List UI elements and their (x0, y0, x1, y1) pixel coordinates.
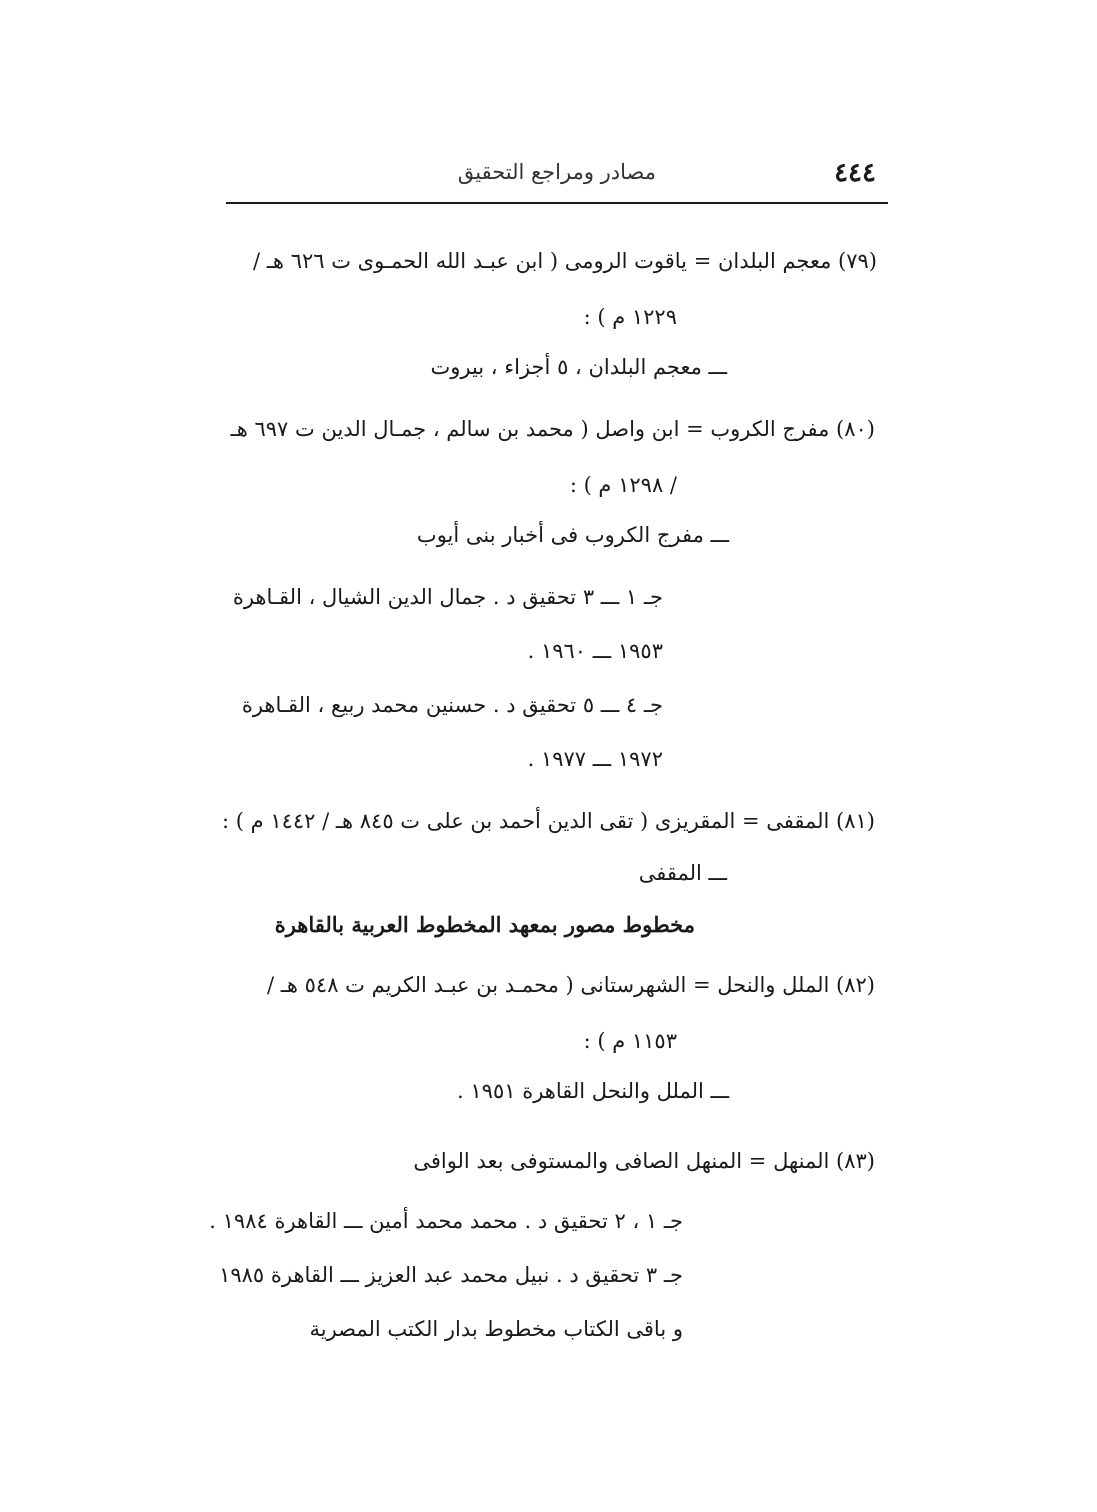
entry-80-vol-4-5: جـ ٤ ـــ ٥ تحقيق د . حسنين محمد ربيع ، القـاهرة (241, 693, 663, 717)
entry-80-source: ـــ مفرج الكروب فى أخبار بنى أيوب (416, 523, 729, 547)
entry-83-remainder: و باقى الكتاب مخطوط بدار الكتب المصرية (309, 1317, 683, 1341)
entry-81-line-1: (٨١) المقفى = المقريزى ( تقى الدين أحمد بن على ت ٨٤٥ هـ / ١٤٤٢ م ) : (222, 809, 875, 833)
entry-83-line-1: (٨٣) المنهل = المنهل الصافى والمستوفى بعد الوافى (413, 1149, 875, 1173)
running-title: مصادر ومراجع التحقيق (457, 160, 656, 184)
entry-80-line-2: / ١٢٩٨ م ) : (569, 473, 677, 497)
entry-81-source: ـــ المقفى (638, 861, 727, 885)
entry-83-vol-1-2: جـ ١ ، ٢ تحقيق د . محمد محمد أمين ـــ القاهرة ١٩٨٤ . (209, 1209, 683, 1233)
entry-81-manuscript: مخطوط مصور بمعهد المخطوط العربية بالقاهرة (274, 912, 695, 937)
entry-82-line-1: (٨٢) الملل والنحل = الشهرستانى ( محمـد بن عبـد الكريم ت ٥٤٨ هـ / (267, 973, 875, 997)
page-number: ٤٤٤ (834, 158, 876, 188)
entry-79-source: ـــ معجم البلدان ، ٥ أجزاء ، بيروت (430, 355, 727, 379)
header-rule (226, 202, 888, 204)
entry-80-vol-4-5-years: ١٩٧٢ ـــ ١٩٧٧ . (527, 747, 663, 771)
entry-80-vol-1-3-years: ١٩٥٣ ـــ ١٩٦٠ . (527, 639, 663, 663)
entry-80-line-1: (٨٠) مفرج الكروب = ابن واصل ( محمد بن سالم ، جمـال الدين ت ٦٩٧ هـ (230, 417, 875, 441)
entry-83-vol-3: جـ ٣ تحقيق د . نبيل محمد عبد العزيز ـــ القاهرة ١٩٨٥ (219, 1263, 683, 1287)
entry-80-vol-1-3: جـ ١ ـــ ٣ تحقيق د . جمال الدين الشيال ، القـاهرة (232, 585, 663, 609)
entry-82-source: ـــ الملل والنحل القاهرة ١٩٥١ . (457, 1079, 729, 1103)
entry-82-line-2: ١١٥٣ م ) : (583, 1029, 677, 1053)
page-header (226, 152, 888, 202)
entry-79-line-2: ١٢٢٩ م ) : (583, 305, 677, 329)
entry-79-line-1: (٧٩) معجم البلدان = ياقوت الرومى ( ابن عبـد الله الحمـوى ت ٦٢٦ هـ / (253, 249, 877, 273)
